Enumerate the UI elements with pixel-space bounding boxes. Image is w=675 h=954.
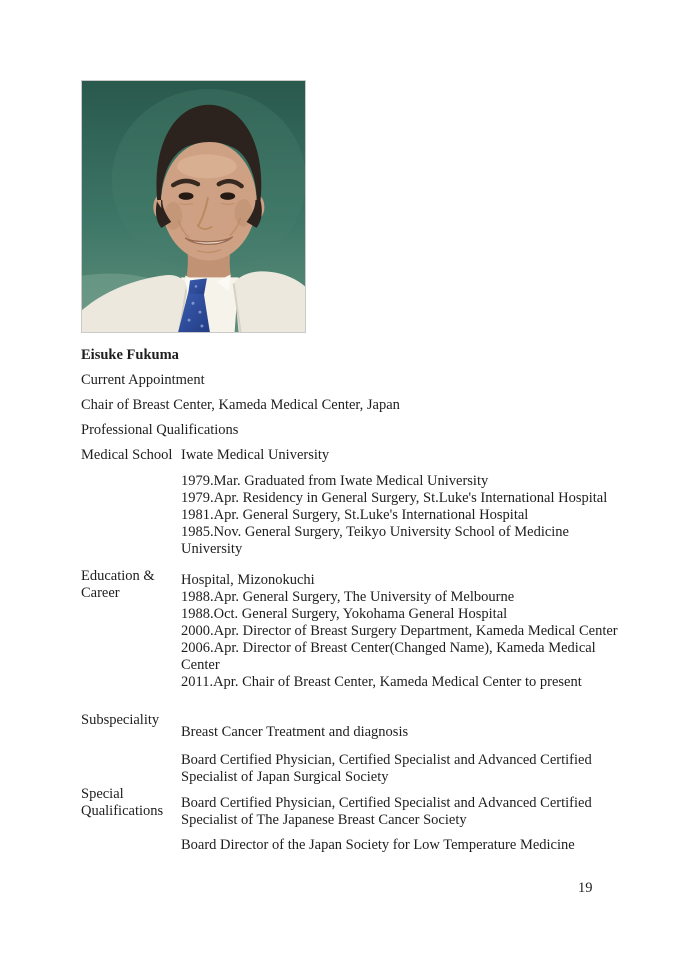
text-line: Board Certified Physician, Certified Specialist and Advanced Certified (181, 795, 592, 811)
details-row (81, 712, 592, 741)
text-line: 1985.Nov. General Surgery, Teikyo University School of Medicine (181, 524, 569, 540)
text-line: 2011.Apr. Chair of Breast Center, Kameda Medical Center to present (181, 674, 582, 690)
professional-qualifications-heading: Professional Qualifications (81, 422, 239, 438)
bio-content (81, 347, 618, 854)
eye-left (179, 192, 194, 200)
text-line: 1981.Apr. General Surgery, St.Luke's International Hospital (181, 507, 529, 523)
text-line: 1979.Apr. Residency in General Surgery, St.Luke's International Hospital (181, 490, 608, 506)
text-line: Iwate Medical University (181, 447, 330, 463)
row-label: Subspeciality (81, 712, 160, 728)
details-row (81, 786, 592, 829)
text-line: Specialist of Japan Surgical Society (181, 769, 389, 785)
row-content (181, 473, 607, 558)
tie-knot (188, 278, 207, 295)
row-label: Education & Career (81, 568, 155, 601)
forehead-highlight (177, 154, 236, 178)
current-appointment-value: Chair of Breast Center, Kameda Medical Center, Japan (81, 397, 400, 413)
details-row (81, 568, 618, 691)
text-line: Breast Cancer Treatment and diagnosis (181, 724, 409, 740)
row-content (181, 786, 592, 829)
row-content (181, 712, 592, 741)
row-content (181, 568, 618, 691)
text-line: Board Certified Physician, Certified Specialist and Advanced Certified (181, 752, 592, 768)
row-content (181, 837, 592, 854)
row-label: Special Qualifications (81, 786, 164, 819)
text-line: 2000.Apr. Director of Breast Surgery Department, Kameda Medical Center (181, 623, 618, 639)
text-line: Specialist of The Japanese Breast Cancer Society (181, 812, 467, 828)
portrait-photo (81, 80, 306, 333)
details-row (81, 473, 608, 558)
text-line: 1979.Mar. Graduated from Iwate Medical University (181, 473, 489, 489)
text-line: Board Director of the Japan Society for Low Temperature Medicine (181, 837, 575, 853)
text-line: 1988.Apr. General Surgery, The University of Melbourne (181, 589, 515, 605)
row-content (181, 447, 592, 464)
details-row (81, 447, 592, 464)
details-row (81, 837, 592, 854)
text-line: Hospital, Mizonokuchi (181, 572, 315, 588)
text-line: University (181, 541, 243, 557)
current-appointment-heading: Current Appointment (81, 372, 205, 388)
details-table (81, 447, 618, 854)
text-line: Center (181, 657, 220, 673)
eye-right (220, 192, 235, 200)
text-line: 2006.Apr. Director of Breast Center(Changed Name), Kameda Medical (181, 640, 596, 656)
page-number: 19 (578, 880, 593, 896)
text-line: 1988.Oct. General Surgery, Yokohama General Hospital (181, 606, 508, 622)
details-row (81, 752, 592, 786)
row-content (181, 752, 592, 786)
person-name: Eisuke Fukuma (81, 347, 179, 363)
row-label: Medical School (81, 447, 173, 463)
